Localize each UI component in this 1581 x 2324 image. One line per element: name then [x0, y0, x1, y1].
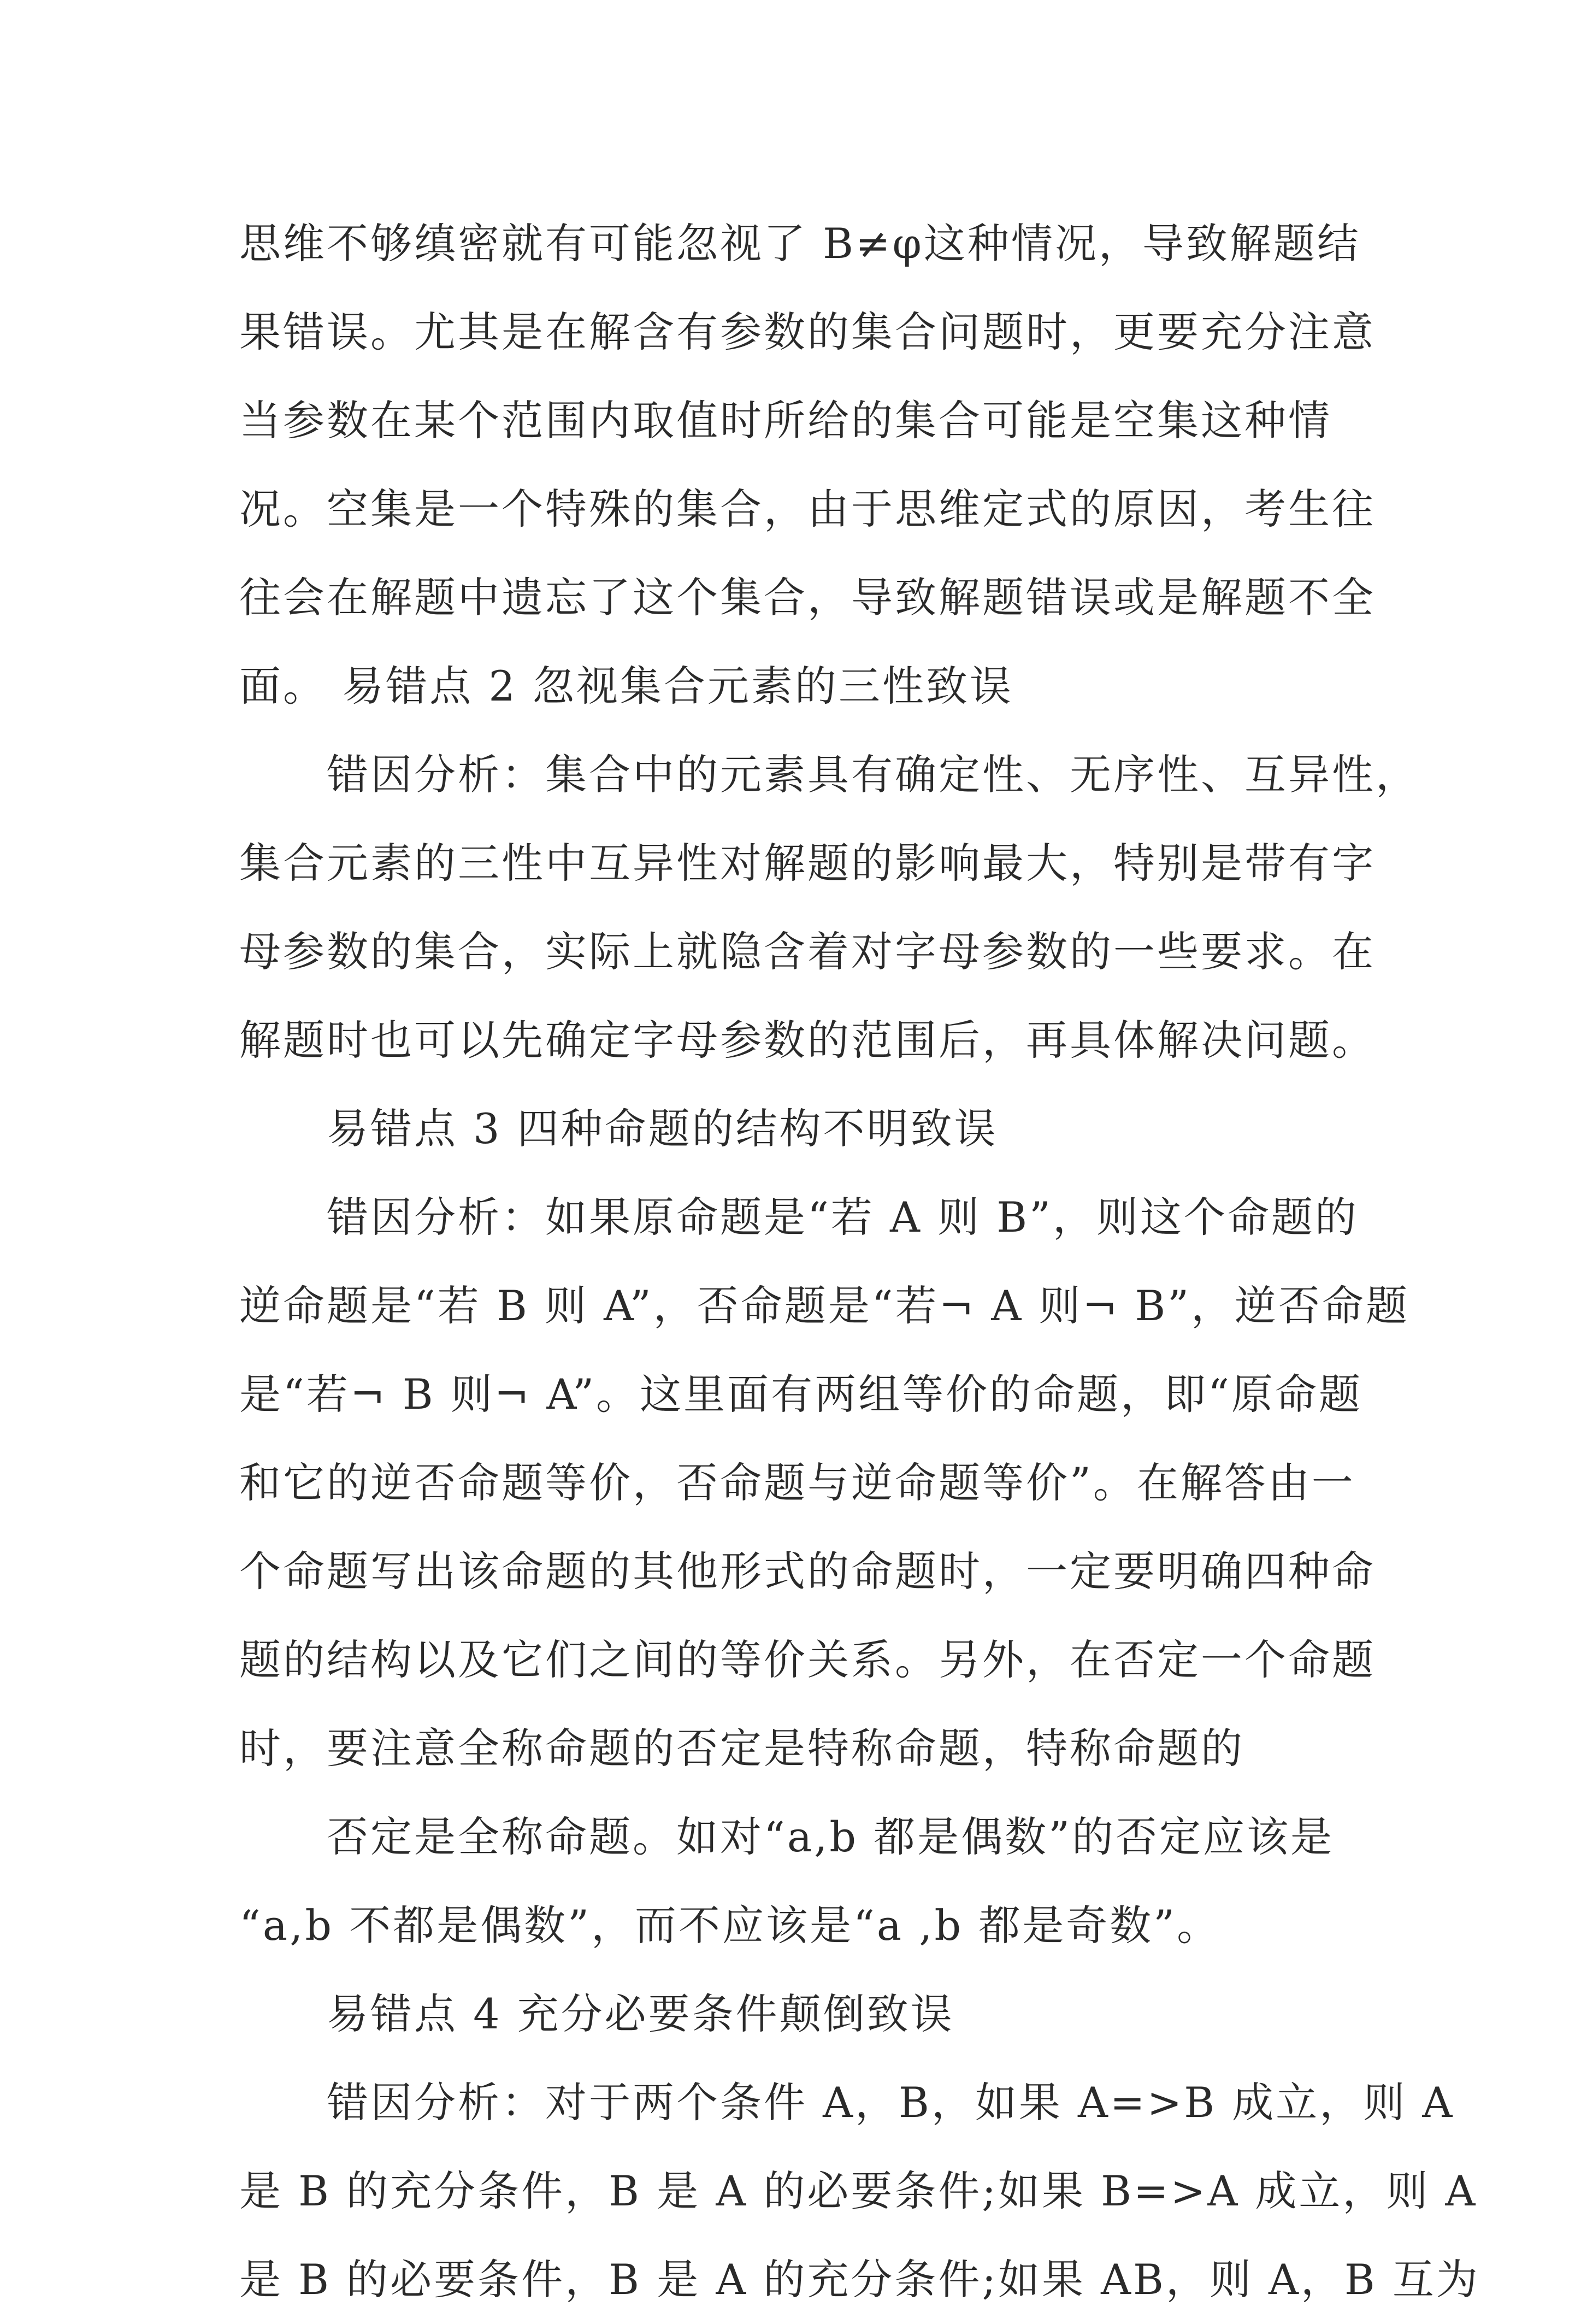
paragraph-4 [239, 1793, 1354, 1970]
paragraph-5 [239, 2058, 1480, 2324]
heading-point-3 [239, 1085, 1354, 1173]
text-line: 易错点 4 充分必要条件颠倒致误 [327, 1990, 954, 2038]
text-line: 否定是全称命题。如对“a,b 都是偶数”的否定应该是 [327, 1813, 1334, 1861]
text-line: “a,b 不都是偶数”，而不应该是“a ,b 都是奇数”。 [239, 1901, 1221, 1950]
text-line: 是 B 的必要条件，B 是 A 的充分条件;如果 AB，则 A，B 互为 [239, 2255, 1480, 2304]
text-line: 是 B 的充分条件，B 是 A 的必要条件;如果 B=>A 成立，则 A [239, 2167, 1478, 2215]
text-line: 错因分析：集合中的元素具有确定性、无序性、互异性， [327, 750, 1419, 799]
text-line: 时，要注意全称命题的否定是特称命题，特称命题的 [239, 1724, 1244, 1773]
text-line: 面。 易错点 2 忽视集合元素的三性致误 [239, 662, 1013, 710]
text-line: 错因分析：如果原命题是“若 A 则 B”，则这个命题的 [327, 1193, 1359, 1242]
text-line: 母参数的集合，实际上就隐含着对字母参数的一些要求。在 [239, 927, 1376, 976]
text-line: 思维不够缜密就有可能忽视了 B≠φ这种情况，导致解题结 [239, 219, 1361, 268]
text-line: 果错误。尤其是在解含有参数的集合问题时，更要充分注意 [239, 308, 1376, 356]
text-line: 往会在解题中遗忘了这个集合，导致解题错误或是解题不全 [239, 573, 1376, 622]
text-line: 是“若¬ B 则¬ A”。这里面有两组等价的命题，即“原命题 [239, 1370, 1362, 1419]
body-text [239, 199, 1480, 2324]
heading-point-4 [239, 1970, 1354, 2058]
paragraph-3 [239, 1173, 1410, 1793]
text-line: 易错点 3 四种命题的结构不明致误 [327, 1104, 998, 1153]
text-line: 集合元素的三性中互异性对解题的影响最大，特别是带有字 [239, 839, 1376, 887]
text-line: 错因分析：对于两个条件 A，B，如果 A=>B 成立，则 A [327, 2078, 1455, 2127]
text-line: 个命题写出该命题的其他形式的命题时，一定要明确四种命 [239, 1547, 1376, 1596]
text-line: 解题时也可以先确定字母参数的范围后，再具体解决问题。 [239, 1016, 1376, 1064]
text-line: 题的结构以及它们之间的等价关系。另外，在否定一个命题 [239, 1635, 1376, 1684]
paragraph-1 [239, 199, 1376, 731]
text-line: 和它的逆否命题等价，否命题与逆命题等价”。在解答由一 [239, 1458, 1355, 1507]
text-line: 当参数在某个范围内取值时所给的集合可能是空集这种情 [239, 396, 1332, 445]
text-line: 况。空集是一个特殊的集合，由于思维定式的原因，考生往 [239, 485, 1376, 533]
text-line: 逆命题是“若 B 则 A”，否命题是“若¬ A 则¬ B”，逆否命题 [239, 1281, 1410, 1330]
paragraph-2 [239, 731, 1419, 1085]
